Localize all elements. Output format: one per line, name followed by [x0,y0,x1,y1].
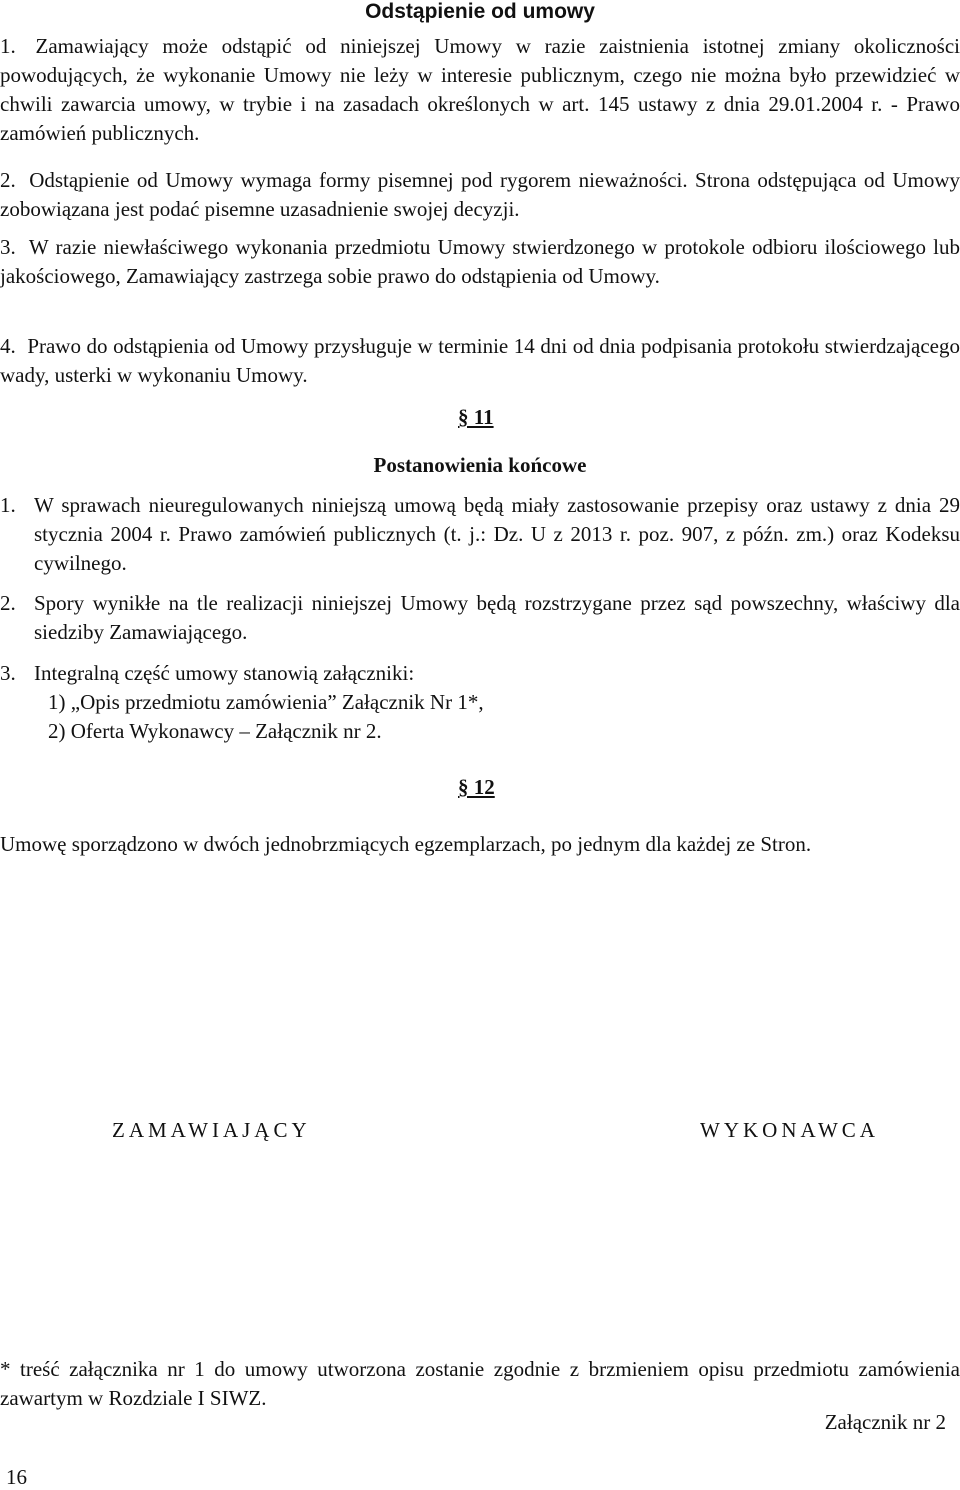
section-11-num-2: 2. [0,591,16,615]
section-12-text: Umowę sporządzono w dwóch jednobrzmiących egzemplarzach, po jednym dla każdej ze Stron. [0,832,812,856]
withdrawal-num-2: 2. [0,168,16,192]
withdrawal-num-1: 1. [0,34,16,58]
signature-contractor: WYKONAWCA [700,1118,879,1142]
section-11-item-2 [0,589,960,647]
withdrawal-paragraph-1 [0,32,960,148]
section-11-item-1 [0,491,960,578]
attachment-label: Załącznik nr 2 [824,1410,946,1434]
withdrawal-paragraph-2 [0,166,960,224]
section-11-number: § 11 [458,405,494,429]
attachment-1: 1) „Opis przedmiotu zamówienia” Załącznik Nr 1*, [48,690,484,714]
footnote: * treść załącznika nr 1 do umowy utworzona zostanie zgodnie z brzmieniem opisu przedmiotu zamówienia zawartym w Rozdziale I SIWZ. [0,1357,960,1410]
section-11-item-3 [0,659,960,688]
section-12-number: § 12 [458,775,495,799]
section-11-text-1: W sprawach nieuregulowanych niniejszą umową będą miały zastosowanie przepisy oraz ustawy z dnia 29 stycznia 2004 r. Prawo zamówień publicznych (t. j.: Dz. U z 2013 r. poz. 907, z późn. zm.) oraz Kodeksu cywilnego. [34,493,960,575]
section-11-title: Postanowienia końcowe [373,453,587,477]
withdrawal-text-2: Odstąpienie od Umowy wymaga formy pisemnej pod rygorem nieważności. Strona odstępująca od Umowy zobowiązana jest podać pisemne uzasadnienie swojej decyzji. [0,168,960,221]
withdrawal-text-3: W razie niewłaściwego wykonania przedmiotu Umowy stwierdzonego w protokole odbioru ilościowego lub jakościowego, Zamawiający zastrzega sobie prawo do odstąpienia od Umowy. [0,235,960,288]
withdrawal-num-4: 4. [0,334,16,358]
page-number: 16 [6,1465,27,1489]
signature-contracting-authority: ZAMAWIAJĄCY [112,1118,311,1142]
section-11-text-2: Spory wynikłe na tle realizacji niniejszej Umowy będą rozstrzygane przez sąd powszechny, właściwy dla siedziby Zamawiającego. [34,591,960,644]
section-11-num-1: 1. [0,493,16,517]
attachment-2: 2) Oferta Wykonawcy – Załącznik nr 2. [48,719,382,743]
withdrawal-text-4: Prawo do odstąpienia od Umowy przysługuje w terminie 14 dni od dnia podpisania protokołu stwierdzającego wady, usterki w wykonaniu Umowy. [0,334,960,387]
withdrawal-num-3: 3. [0,235,16,259]
section-11-num-3: 3. [0,661,16,685]
withdrawal-paragraph-3 [0,233,960,291]
section-11-text-3: Integralną część umowy stanowią załączniki: [34,661,415,685]
withdrawal-text-1: Zamawiający może odstąpić od niniejszej Umowy w razie zaistnienia istotnej zmiany okoliczności powodujących, że wykonanie Umowy nie leży w interesie publicznym, czego nie można było przewidzieć w chwili zawarcia umowy, w trybie i na zasadach określonych w art. 145 ustawy z dnia 29.01.2004 r. - Prawo zamówień publicznych. [0,34,960,145]
section-heading-withdrawal: Odstąpienie od umowy [365,0,595,23]
withdrawal-paragraph-4 [0,332,960,390]
